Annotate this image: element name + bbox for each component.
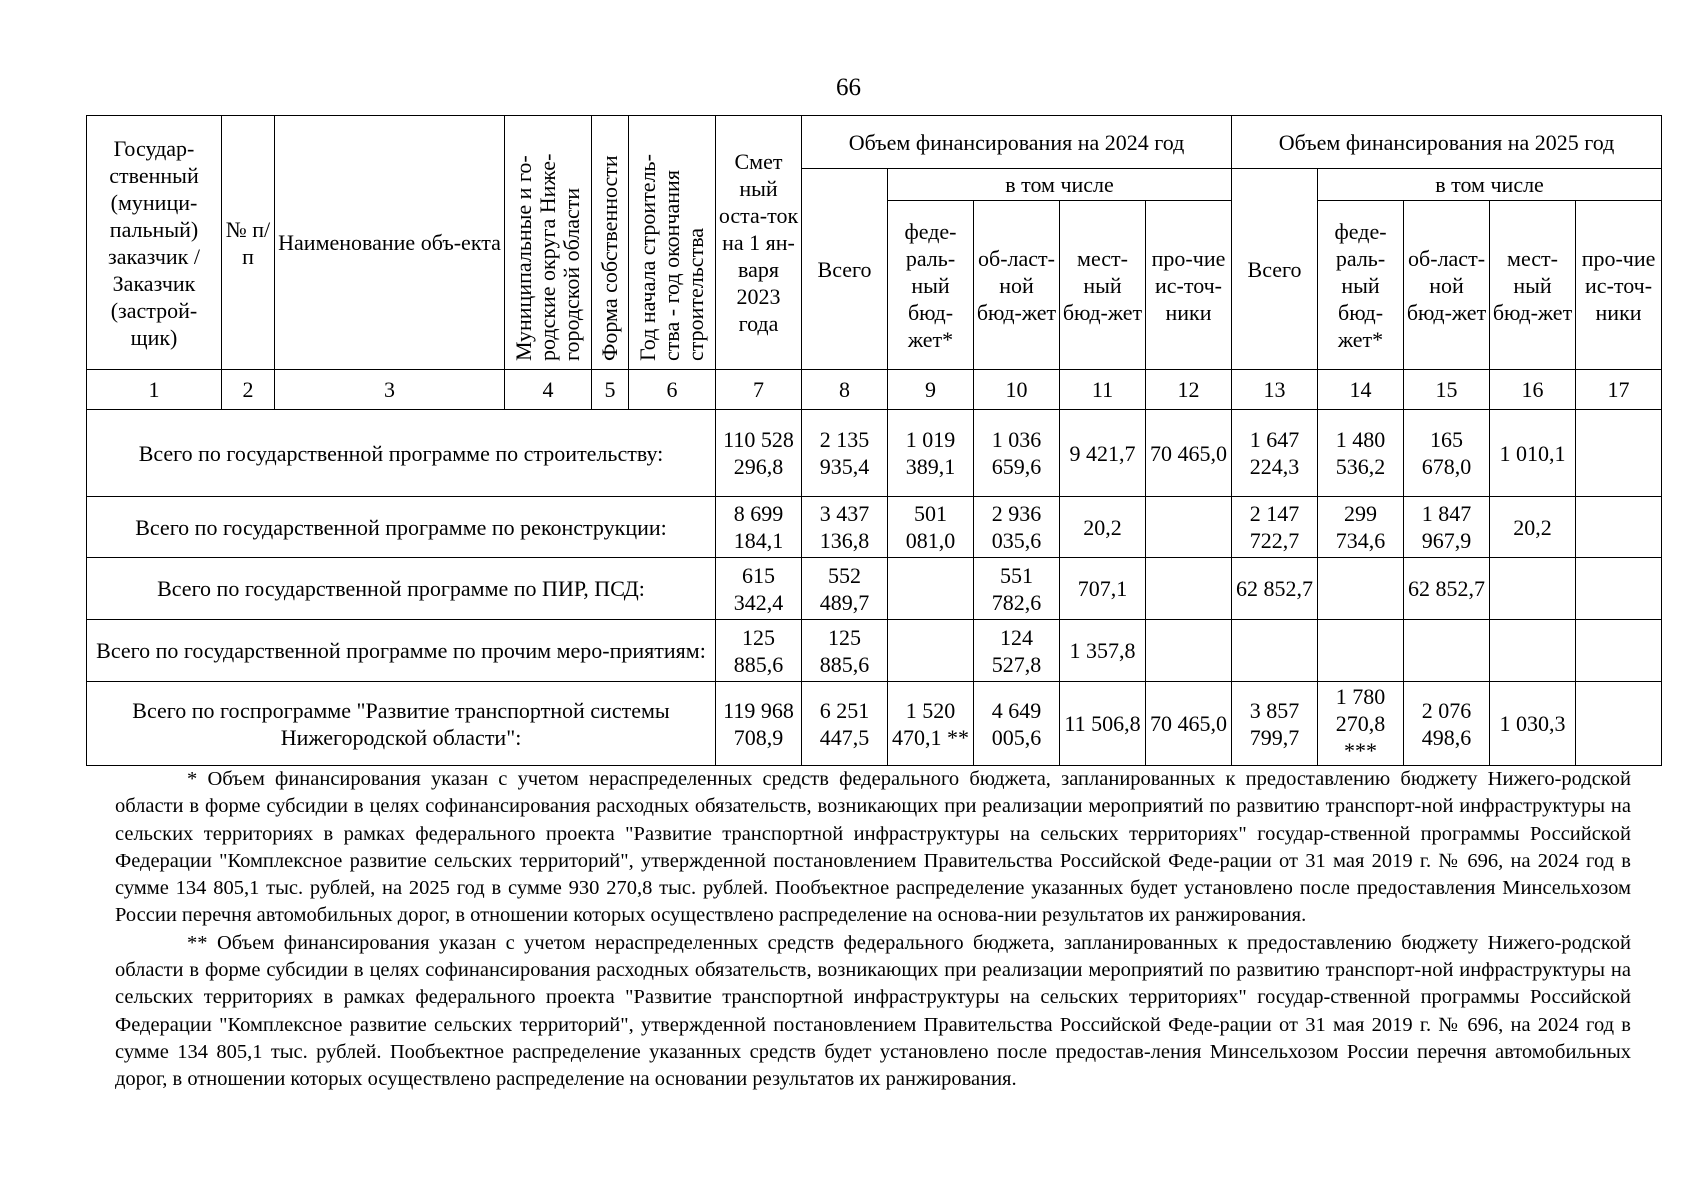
footnotes (115, 766, 1631, 1094)
row-label: Всего по госпрограмме "Развитие транспортной системы Нижегородской области": (87, 682, 716, 766)
cell-total-2024: 6 251 447,5 (802, 682, 888, 766)
page-number: 66 (836, 74, 861, 101)
cell-estimated-balance: 615 342,4 (716, 558, 802, 620)
cell-federal-2025: 1 780 270,8 *** (1318, 682, 1404, 766)
cell-oblast-2024: 2 936 035,6 (974, 497, 1060, 558)
cell-federal-2024: 1 520 470,1 ** (888, 682, 974, 766)
cell-federal-2024: 501 081,0 (888, 497, 974, 558)
header-object-name: Наименование объ-екта (275, 116, 505, 370)
cell-total-2024: 3 437 136,8 (802, 497, 888, 558)
table-row (87, 558, 1662, 620)
row-label: Всего по государственной программе по прочим меро-приятиям: (87, 620, 716, 682)
header-ownership-form: Форма собственности (592, 116, 629, 370)
cell-estimated-balance: 8 699 184,1 (716, 497, 802, 558)
cell-other-2025 (1576, 620, 1662, 682)
column-number: 11 (1060, 370, 1146, 410)
cell-other-2025 (1576, 410, 1662, 497)
cell-local-2025: 20,2 (1490, 497, 1576, 558)
cell-oblast-2024: 551 782,6 (974, 558, 1060, 620)
column-number-row (87, 370, 1662, 410)
cell-federal-2024 (888, 620, 974, 682)
header-local-2025: мест-ный бюд-жет (1490, 201, 1576, 370)
cell-local-2025 (1490, 558, 1576, 620)
header-group-2025: Объем финансирования на 2025 год (1232, 116, 1662, 169)
cell-total-2025 (1232, 620, 1318, 682)
cell-local-2024: 11 506,8 (1060, 682, 1146, 766)
header-total-2024: Всего (802, 169, 888, 370)
column-number: 3 (275, 370, 505, 410)
cell-federal-2025 (1318, 620, 1404, 682)
column-number: 8 (802, 370, 888, 410)
column-number: 6 (629, 370, 716, 410)
header-federal-2025: феде-раль-ный бюд-жет* (1318, 201, 1404, 370)
column-number: 1 (87, 370, 222, 410)
header-total-2025: Всего (1232, 169, 1318, 370)
cell-oblast-2025: 62 852,7 (1404, 558, 1490, 620)
column-number: 9 (888, 370, 974, 410)
column-number: 4 (505, 370, 592, 410)
cell-local-2024: 9 421,7 (1060, 410, 1146, 497)
header-estimated-balance: Смет ный оста-ток на 1 ян-варя 2023 года (716, 116, 802, 370)
table-row (87, 497, 1662, 558)
cell-estimated-balance: 125 885,6 (716, 620, 802, 682)
header-local-2024: мест-ный бюд-жет (1060, 201, 1146, 370)
column-number: 2 (222, 370, 275, 410)
cell-total-2024: 552 489,7 (802, 558, 888, 620)
cell-total-2025: 62 852,7 (1232, 558, 1318, 620)
cell-other-2025 (1576, 682, 1662, 766)
row-label: Всего по государственной программе по ПИР, ПСД: (87, 558, 716, 620)
header-number: № п/ п (222, 116, 275, 370)
cell-oblast-2024: 124 527,8 (974, 620, 1060, 682)
financing-table (86, 115, 1662, 766)
cell-other-2024: 70 465,0 (1146, 682, 1232, 766)
column-number: 14 (1318, 370, 1404, 410)
row-label: Всего по государственной программе по реконструкции: (87, 497, 716, 558)
cell-local-2025 (1490, 620, 1576, 682)
cell-oblast-2024: 1 036 659,6 (974, 410, 1060, 497)
cell-federal-2025: 1 480 536,2 (1318, 410, 1404, 497)
cell-federal-2024: 1 019 389,1 (888, 410, 974, 497)
cell-total-2024: 125 885,6 (802, 620, 888, 682)
table-row (87, 620, 1662, 682)
cell-total-2024: 2 135 935,4 (802, 410, 888, 497)
header-including-2024: в том числе (888, 169, 1232, 201)
header-oblast-2024: об-ласт-ной бюд-жет (974, 201, 1060, 370)
cell-total-2025: 2 147 722,7 (1232, 497, 1318, 558)
column-number: 7 (716, 370, 802, 410)
footnote-double-asterisk: ** Объем финансирования указан с учетом нераспределенных средств федерального бюджета, запланированных к предоставлению бюджету Нижего-родской области в форме субсидии в целях софинансирования расходных обязательств, возникающих при реализации мероприятий по развитию транспорт-ной инфраструктуры на сельских территориях в рамках федерального проекта "Развитие транспортной инфраструктуры на сельских территориях" государ-ственной программы Российской Федерации "Комплексное развитие сельских территорий", утвержденной постановлением Правительства Российской Феде-рации от 31 мая 2019 г. № 696, на 2024 год в сумме 134 805,1 тыс. рублей. Пообъектное распределение указанных средств будет установлено после предостав-ления Минсельхозом России перечня автомобильных дорог, в отношении которых осуществлено распределение на основании результатов их ранжирования. (115, 931, 1631, 1091)
column-number: 12 (1146, 370, 1232, 410)
cell-other-2024: 70 465,0 (1146, 410, 1232, 497)
cell-federal-2024 (888, 558, 974, 620)
cell-total-2025: 1 647 224,3 (1232, 410, 1318, 497)
cell-oblast-2025: 1 847 967,9 (1404, 497, 1490, 558)
footnote-single-asterisk: * Объем финансирования указан с учетом нераспределенных средств федерального бюджета, запланированных к предоставлению бюджету Нижего-родской области в форме субсидии в целях софинансирования расходных обязательств, возникающих при реализации мероприятий по развитию транспорт-ной инфраструктуры на сельских территориях в рамках федерального проекта "Развитие транспортной инфраструктуры на сельских территориях" государ-ственной программы Российской Федерации "Комплексное развитие сельских территорий", утвержденной постановлением Правительства Российской Феде-рации от 31 мая 2019 г. № 696, на 2024 год в сумме 134 805,1 тыс. рублей, на 2025 год в сумме 930 270,8 тыс. рублей. Пообъектное распределение указанных будет установлено после предоставления Минсельхозом России перечня автомобильных дорог, в отношении которых осуществлено распределение на основа-нии результатов их ранжирования. (115, 768, 1631, 927)
header-customer: Государ-ственный (муници-пальный) заказчик / Заказчик (застрой-щик) (87, 116, 222, 370)
header-municipal-districts: Муниципальные и го-родские округа Ниже-городской области (505, 116, 592, 370)
cell-oblast-2025: 2 076 498,6 (1404, 682, 1490, 766)
row-label: Всего по государственной программе по строительству: (87, 410, 716, 497)
cell-local-2024: 1 357,8 (1060, 620, 1146, 682)
column-number: 16 (1490, 370, 1576, 410)
header-construction-years: Год начала строитель-ства - год окончания строительства (629, 116, 716, 370)
column-number: 13 (1232, 370, 1318, 410)
cell-oblast-2025: 165 678,0 (1404, 410, 1490, 497)
cell-other-2024 (1146, 558, 1232, 620)
cell-estimated-balance: 110 528 296,8 (716, 410, 802, 497)
cell-local-2024: 20,2 (1060, 497, 1146, 558)
cell-other-2024 (1146, 620, 1232, 682)
table-row (87, 682, 1662, 766)
cell-federal-2025: 299 734,6 (1318, 497, 1404, 558)
cell-other-2025 (1576, 497, 1662, 558)
cell-oblast-2024: 4 649 005,6 (974, 682, 1060, 766)
column-number: 10 (974, 370, 1060, 410)
cell-other-2024 (1146, 497, 1232, 558)
cell-other-2025 (1576, 558, 1662, 620)
cell-federal-2025 (1318, 558, 1404, 620)
column-number: 17 (1576, 370, 1662, 410)
cell-estimated-balance: 119 968 708,9 (716, 682, 802, 766)
cell-total-2025: 3 857 799,7 (1232, 682, 1318, 766)
header-other-2024: про-чие ис-точ-ники (1146, 201, 1232, 370)
column-number: 5 (592, 370, 629, 410)
header-oblast-2025: об-ласт-ной бюд-жет (1404, 201, 1490, 370)
cell-local-2024: 707,1 (1060, 558, 1146, 620)
header-group-2024: Объем финансирования на 2024 год (802, 116, 1232, 169)
cell-oblast-2025 (1404, 620, 1490, 682)
table-row (87, 410, 1662, 497)
cell-local-2025: 1 010,1 (1490, 410, 1576, 497)
cell-local-2025: 1 030,3 (1490, 682, 1576, 766)
header-including-2025: в том числе (1318, 169, 1662, 201)
header-other-2025: про-чие ис-точ-ники (1576, 201, 1662, 370)
column-number: 15 (1404, 370, 1490, 410)
header-federal-2024: феде-раль-ный бюд-жет* (888, 201, 974, 370)
